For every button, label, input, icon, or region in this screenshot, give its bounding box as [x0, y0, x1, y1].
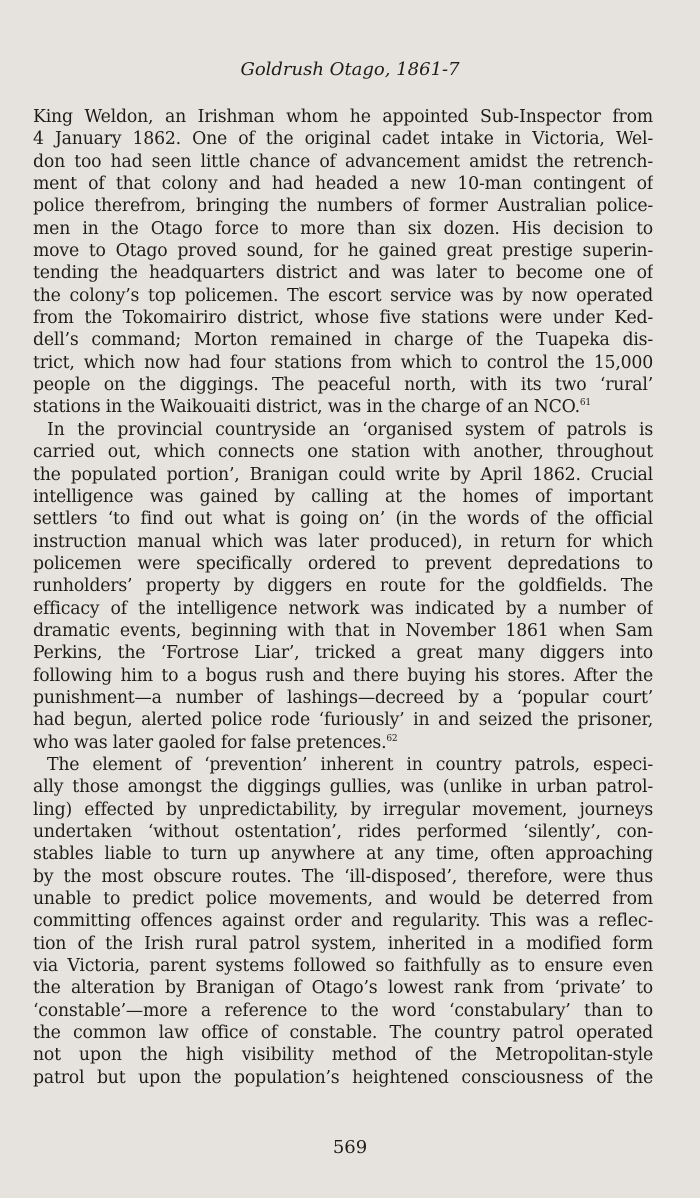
- text-line: [33, 910, 653, 932]
- line-text: move to Otago proved sound, for he gained great prestige superin-: [33, 241, 653, 262]
- line-text: instruction manual which was later produced), in return for which: [33, 531, 653, 552]
- text-line: [33, 531, 653, 553]
- text-line: [33, 977, 653, 999]
- text-line: [33, 687, 653, 709]
- text-line: [33, 709, 653, 731]
- line-text: ling) effected by unpredictability, by irregular movement, journeys: [33, 799, 653, 820]
- body-text: [33, 106, 653, 1089]
- text-line: [33, 218, 653, 240]
- line-text: settlers ‘to find out what is going on’ (in the words of the official: [33, 509, 653, 530]
- text-line: [33, 732, 653, 754]
- line-text: runholders’ property by diggers en route for the goldfields. The: [33, 576, 653, 597]
- text-line: [33, 1067, 653, 1089]
- line-text: tion of the Irish rural patrol system, inherited in a modified form: [33, 933, 653, 954]
- text-line: [33, 888, 653, 910]
- line-text: not upon the high visibility method of the Metropolitan-style: [33, 1045, 653, 1066]
- line-text: Perkins, the ‘Fortrose Liar’, tricked a great many diggers into: [33, 643, 653, 664]
- text-line: [33, 508, 653, 530]
- text-line: [33, 329, 653, 351]
- text-line: [33, 352, 653, 374]
- text-line: [33, 240, 653, 262]
- text-line: [33, 776, 653, 798]
- line-text: committing offences against order and regularity. This was a reflec-: [33, 911, 653, 932]
- line-text: 4 January 1862. One of the original cadet intake in Victoria, Wel-: [33, 129, 653, 150]
- line-text: men in the Otago force to more than six dozen. His decision to: [33, 218, 653, 239]
- footnote-marker: 62: [386, 733, 398, 744]
- line-text: via Victoria, parent systems followed so faithfully as to ensure even: [33, 956, 653, 977]
- line-text: punishment—a number of lashings—decreed by a ‘popular court’: [33, 687, 653, 708]
- text-line: [33, 665, 653, 687]
- text-line: [33, 1022, 653, 1044]
- line-text: In the provincial countryside an ‘organised system of patrols is: [47, 419, 653, 440]
- line-text: police therefrom, bringing the numbers of former Australian police-: [33, 196, 653, 217]
- text-line: [33, 486, 653, 508]
- text-line: [33, 285, 653, 307]
- line-text: carried out, which connects one station with another, throughout: [33, 442, 653, 463]
- text-line: [33, 642, 653, 664]
- line-text: dramatic events, beginning with that in November 1861 when Sam: [33, 620, 653, 641]
- running-header: Goldrush Otago, 1861-7: [240, 59, 460, 80]
- line-text: from the Tokomairiro district, whose five stations were under Ked-: [33, 308, 653, 329]
- text-line: [33, 598, 653, 620]
- page-number: 569: [332, 1137, 368, 1158]
- text-line: [33, 173, 653, 195]
- text-line: [33, 575, 653, 597]
- line-text: efficacy of the intelligence network was indicated by a number of: [33, 598, 653, 619]
- footnote-marker: 61: [579, 398, 591, 409]
- line-text: stables liable to turn up anywhere at any time, often approaching: [33, 844, 653, 865]
- line-text: stations in the Waikouaiti district, was in the charge of an NCO.: [33, 397, 580, 418]
- line-text: unable to predict police movements, and would be deterred from: [33, 889, 653, 910]
- text-line: [33, 464, 653, 486]
- text-line: [33, 1044, 653, 1066]
- line-text: intelligence was gained by calling at the homes of important: [33, 486, 653, 507]
- text-line: [33, 419, 653, 441]
- line-text: following him to a bogus rush and there buying his stores. After the: [33, 665, 653, 686]
- text-line: [33, 151, 653, 173]
- text-line: [33, 262, 653, 284]
- text-line: [33, 1000, 653, 1022]
- line-text: the populated portion’, Branigan could write by April 1862. Crucial: [33, 464, 653, 485]
- text-line: [33, 843, 653, 865]
- line-text: tending the headquarters district and was later to become one of: [33, 263, 653, 284]
- line-text: The element of ‘prevention’ inherent in country patrols, especi-: [47, 754, 653, 775]
- text-line: [33, 106, 653, 128]
- line-text: ‘constable’—more a reference to the word ‘constabulary’ than to: [33, 1000, 653, 1021]
- text-line: [33, 396, 653, 418]
- text-line: [33, 799, 653, 821]
- line-text: undertaken ‘without ostentation’, rides performed ‘silently’, con-: [33, 822, 653, 842]
- text-line: [33, 307, 653, 329]
- line-text: the common law office of constable. The country patrol operated: [33, 1023, 653, 1044]
- text-line: [33, 441, 653, 463]
- text-line: [33, 128, 653, 150]
- line-text: dell’s command; Morton remained in charge of the Tuapeka dis-: [33, 330, 653, 351]
- line-text: had begun, alerted police rode ‘furiously’ in and seized the prisoner,: [33, 710, 653, 731]
- line-text: don too had seen little chance of advancement amidst the retrench-: [33, 151, 653, 172]
- line-text: policemen were specifically ordered to prevent depredations to: [33, 553, 653, 574]
- line-text: patrol but upon the population’s heightened consciousness of the: [33, 1067, 653, 1088]
- text-line: [33, 754, 653, 776]
- text-line: [33, 955, 653, 977]
- text-line: [33, 374, 653, 396]
- line-text: the colony’s top policemen. The escort service was by now operated: [33, 285, 653, 306]
- line-text: King Weldon, an Irishman whom he appointed Sub-Inspector from: [33, 107, 653, 127]
- text-line: [33, 195, 653, 217]
- line-text: ment of that colony and had headed a new 10-man contingent of: [33, 174, 653, 195]
- line-text: who was later gaoled for false pretences.: [33, 732, 387, 753]
- text-line: [33, 866, 653, 888]
- text-line: [33, 821, 653, 843]
- text-line: [33, 553, 653, 575]
- line-text: ally those amongst the diggings gullies, was (unlike in urban patrol-: [33, 777, 653, 798]
- text-line: [33, 620, 653, 642]
- line-text: by the most obscure routes. The ‘ill-disposed’, therefore, were thus: [33, 866, 653, 887]
- line-text: trict, which now had four stations from which to control the 15,000: [33, 352, 653, 373]
- line-text: the alteration by Branigan of Otago’s lowest rank from ‘private’ to: [33, 978, 653, 999]
- line-text: people on the diggings. The peaceful north, with its two ‘rural’: [33, 375, 653, 396]
- text-line: [33, 933, 653, 955]
